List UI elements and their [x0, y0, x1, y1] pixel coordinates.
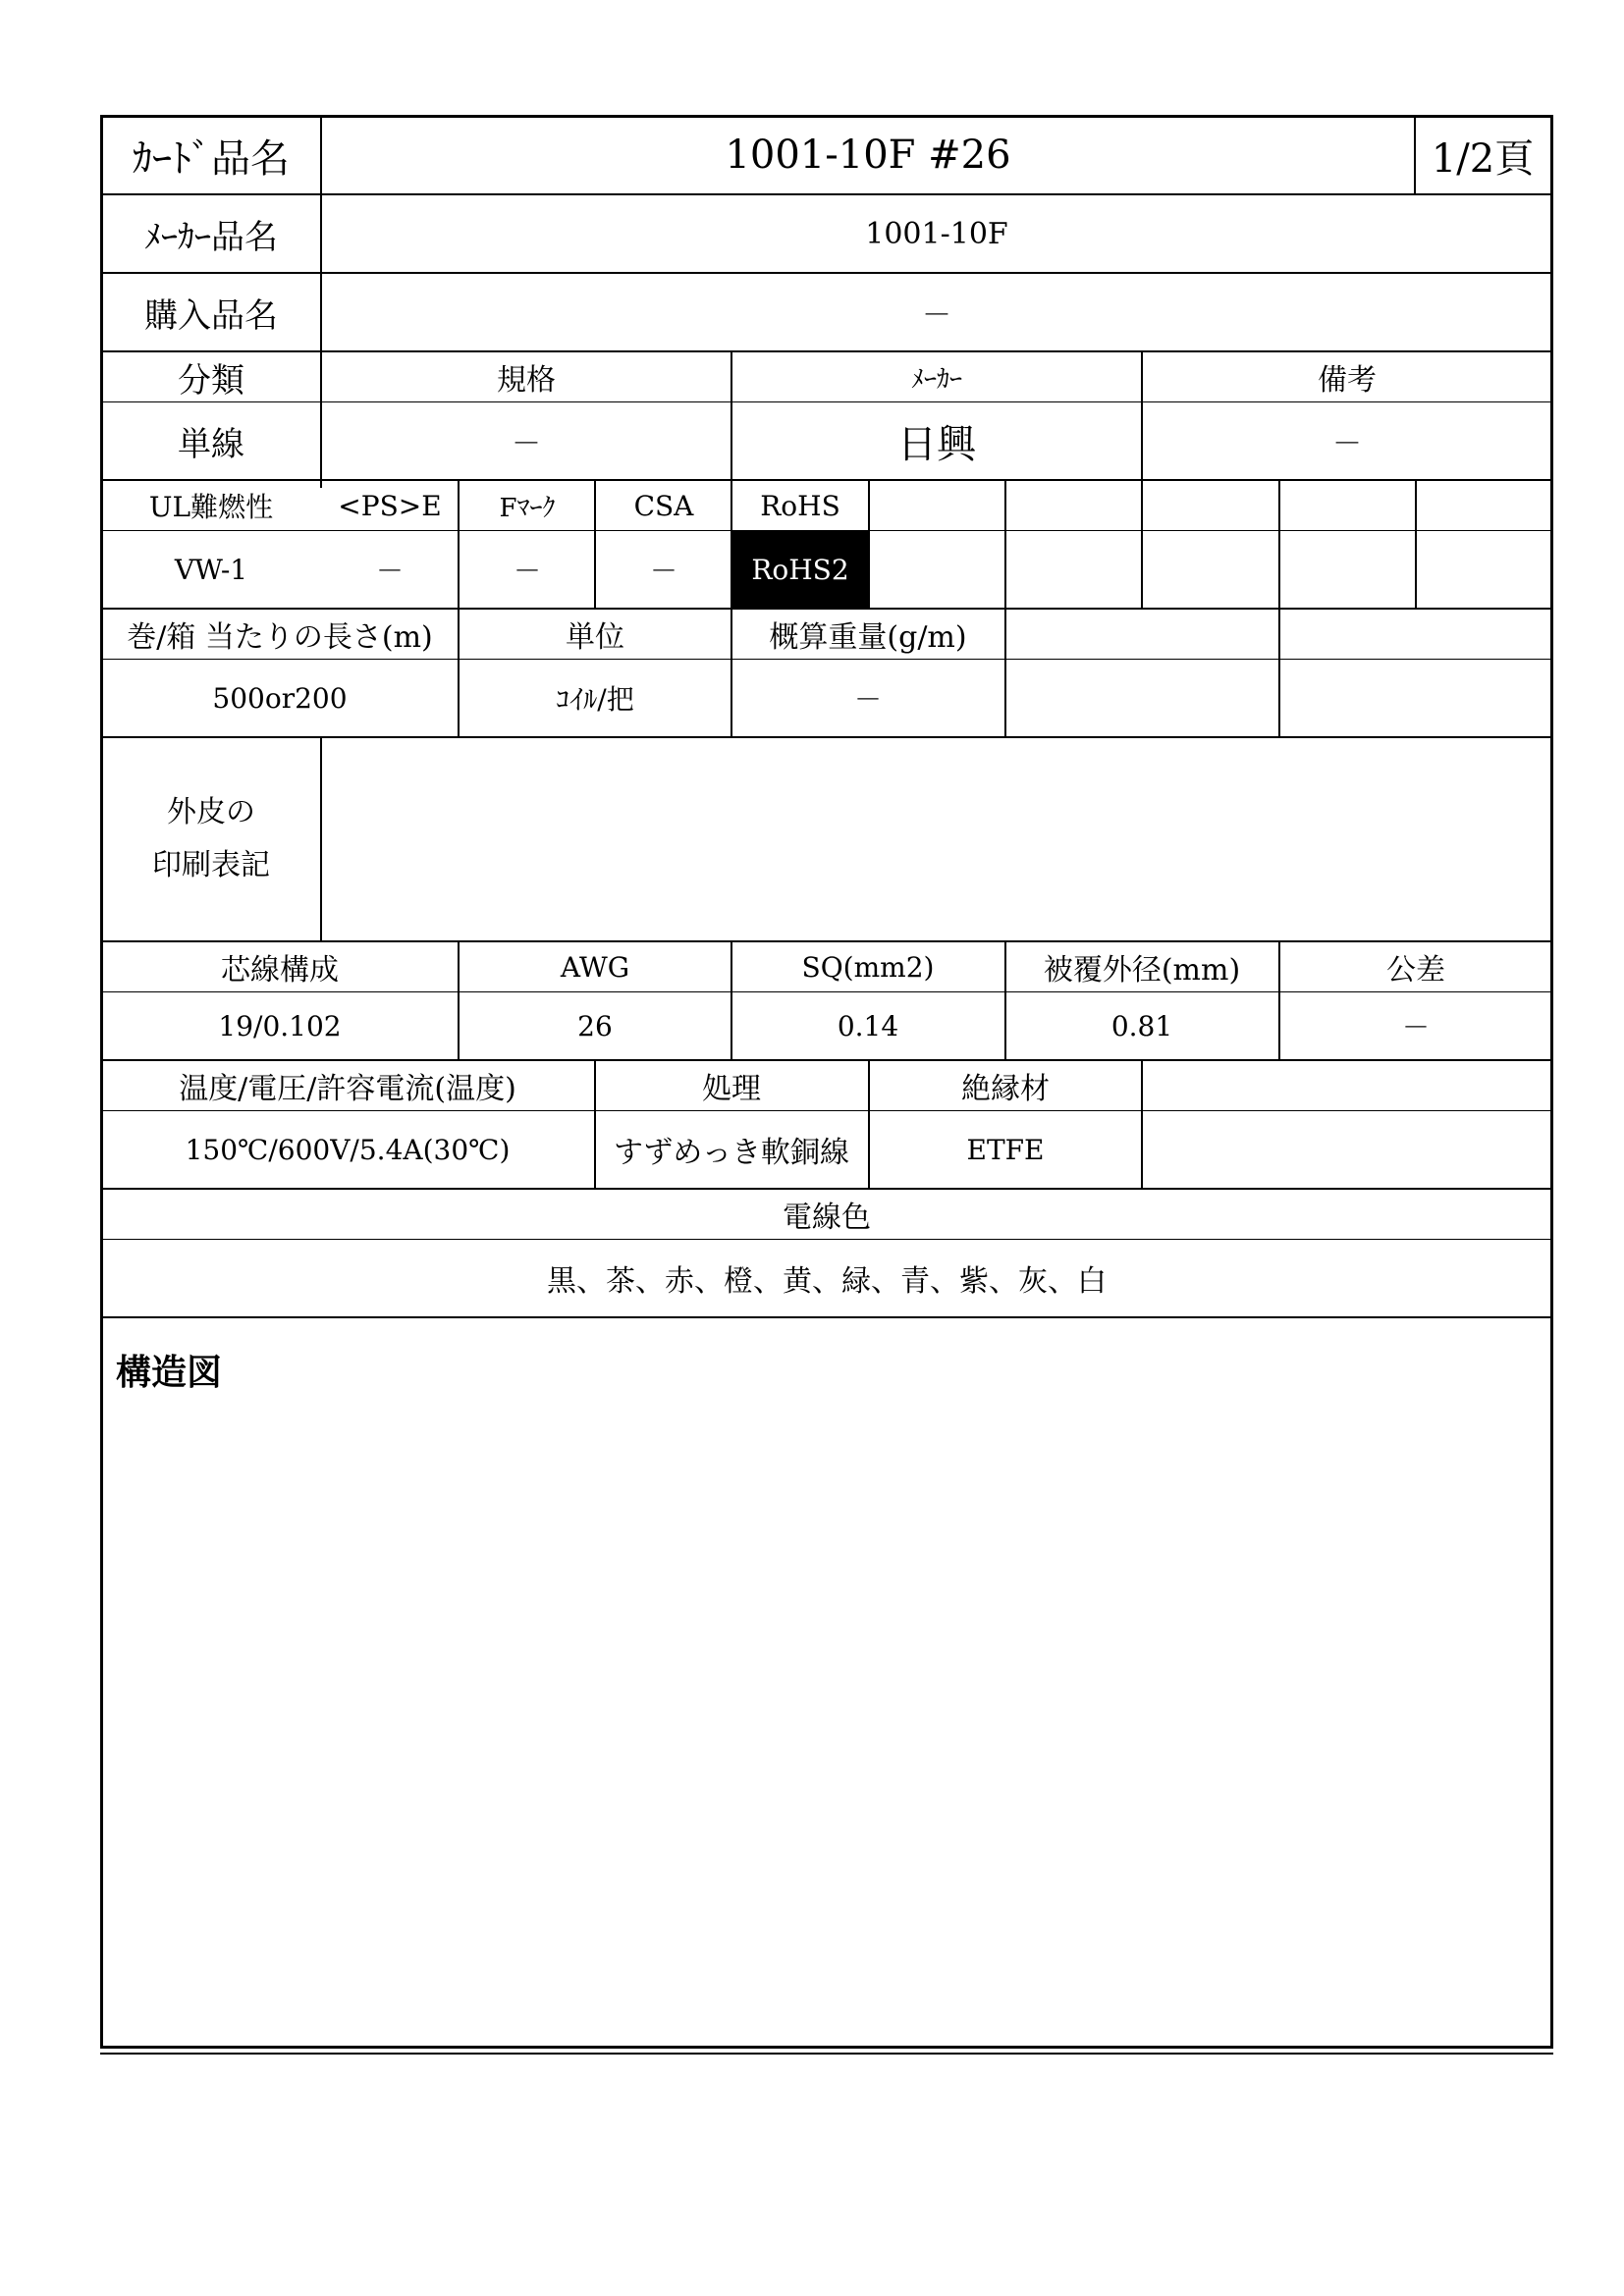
divider [1141, 352, 1143, 480]
divider [102, 1316, 1551, 1318]
purchase-name-label: 購入品名 [144, 295, 278, 336]
unit-header: 単位 [566, 620, 624, 655]
structure-diagram-title: 構造図 [116, 1353, 223, 1393]
wire-color-label: 電線色 [783, 1201, 871, 1235]
classification-value: 単線 [178, 424, 244, 464]
divider [594, 1061, 596, 1189]
sq-value: 0.14 [837, 1009, 899, 1042]
weight-header: 概算重量(g/m) [769, 620, 967, 655]
pse-header: <PS>E [338, 489, 442, 522]
print-marking-label [102, 738, 320, 940]
page-number: 1/2頁 [1431, 135, 1535, 182]
ul-flame-header: UL難燃性 [148, 491, 274, 523]
divider [458, 610, 460, 737]
unit-value: ｺｲﾙ/把 [556, 683, 634, 716]
purchase-name-value: － [922, 298, 951, 333]
divider [731, 942, 732, 1060]
rohs-header: RoHS [760, 489, 840, 522]
frame-bottom-double-line [100, 2053, 1553, 2055]
divider [731, 610, 732, 737]
awg-header: AWG [560, 950, 630, 984]
divider [458, 942, 460, 1060]
maker-value: 日興 [897, 421, 976, 467]
maker-header: ﾒｰｶｰ [910, 364, 962, 395]
divider [458, 481, 460, 609]
tolerance-header: 公差 [1386, 953, 1445, 988]
outer-diameter-header: 被覆外径(mm) [1043, 953, 1241, 988]
rating-header: 温度/電圧/許容電流(温度) [179, 1072, 516, 1106]
length-value: 500or200 [212, 681, 348, 715]
classification-header: 分類 [178, 360, 244, 400]
spec-value: － [512, 427, 541, 461]
rating-value: 150℃/600V/5.4A(30℃) [185, 1133, 511, 1166]
insulation-value: ETFE [966, 1133, 1045, 1166]
print-marking-value [322, 738, 1551, 940]
divider [1278, 481, 1280, 609]
divider [594, 481, 596, 609]
divider [1004, 942, 1006, 1060]
f-mark-header: Fﾏｰｸ [499, 493, 556, 523]
remarks-header: 備考 [1318, 363, 1377, 398]
f-mark-value: － [513, 555, 541, 587]
core-structure-header: 芯線構成 [221, 953, 339, 988]
divider [1004, 610, 1006, 737]
divider [868, 481, 870, 609]
divider [1278, 610, 1280, 737]
divider [731, 352, 732, 480]
print-marking-label-line1: 外皮の [167, 795, 255, 829]
divider [1278, 942, 1280, 1060]
treatment-value: すずめっき軟銅線 [614, 1136, 849, 1170]
length-header: 巻/箱 当たりの長さ(m) [127, 620, 433, 655]
maker-name-value: 1001-10F [865, 216, 1008, 251]
print-marking-label-line2: 印刷表記 [152, 848, 270, 882]
tolerance-value: － [1401, 1011, 1430, 1043]
card-name-label: ｶｰﾄﾞ品名 [133, 135, 290, 182]
core-structure-value: 19/0.102 [218, 1009, 342, 1042]
pse-value: － [375, 555, 404, 587]
divider [868, 1061, 870, 1189]
divider [1004, 481, 1006, 609]
divider [1141, 1061, 1143, 1189]
maker-name-label: ﾒｰｶｰ品名 [144, 217, 278, 257]
wire-color-value: 黒、茶、赤、橙、黄、緑、青、紫、灰、白 [547, 1264, 1107, 1299]
remarks-value: － [1332, 427, 1362, 461]
sq-header: SQ(mm2) [801, 950, 935, 984]
treatment-header: 処理 [702, 1072, 761, 1106]
outer-diameter-value: 0.81 [1110, 1009, 1173, 1042]
divider [731, 481, 732, 609]
awg-value: 26 [577, 1009, 613, 1042]
rohs-value: RoHS2 [731, 530, 869, 609]
spec-header: 規格 [497, 363, 556, 398]
divider [1141, 481, 1143, 609]
csa-value: － [649, 555, 677, 587]
weight-value: － [853, 683, 882, 716]
divider [1414, 117, 1416, 194]
ul-flame-value: VW-1 [174, 553, 248, 586]
card-name-value: 1001-10F #26 [725, 133, 1011, 178]
insulation-header: 絶縁材 [961, 1072, 1050, 1106]
csa-header: CSA [633, 489, 694, 522]
divider [1415, 481, 1417, 609]
